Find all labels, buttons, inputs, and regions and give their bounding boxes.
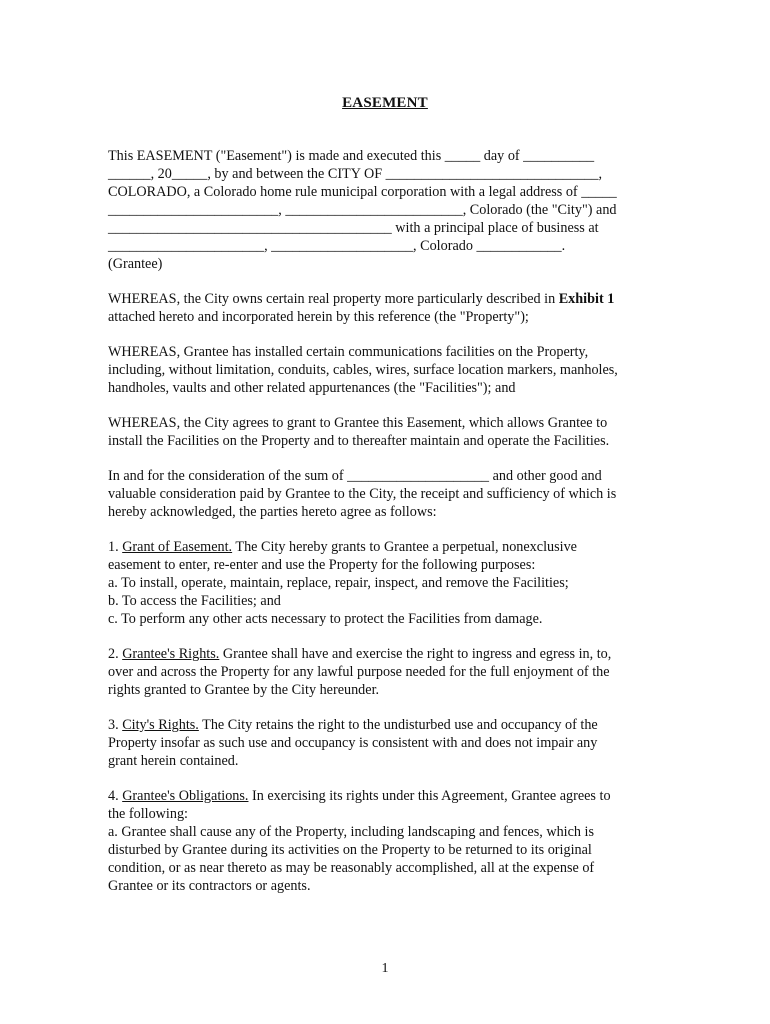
section-line: grant herein contained. bbox=[108, 753, 239, 769]
section-heading: Grantee's Obligations. bbox=[122, 788, 249, 804]
section-heading: City's Rights. bbox=[122, 717, 199, 733]
section-line: over and across the Property for any lawful purpose needed for the full enjoyment of the bbox=[108, 664, 610, 680]
section-grantees-rights bbox=[108, 645, 668, 699]
preamble-line: ______________________, ____________________, Colorado ____________. bbox=[108, 238, 566, 254]
preamble-line: (Grantee) bbox=[108, 256, 163, 272]
whereas-text: WHEREAS, the City owns certain real property more particularly described in bbox=[108, 291, 559, 307]
whereas-line: handholes, vaults and other related appurtenances (the "Facilities"); and bbox=[108, 380, 516, 396]
section-text: The City retains the right to the undisturbed use and occupancy of the bbox=[198, 717, 598, 733]
section-heading: Grantee's Rights. bbox=[122, 646, 220, 662]
section-heading: Grant of Easement. bbox=[122, 539, 233, 555]
whereas-paragraph-2 bbox=[108, 343, 668, 397]
whereas-line: attached hereto and incorporated herein by this reference (the "Property"); bbox=[108, 309, 529, 325]
section-grantees-obligations bbox=[108, 787, 668, 895]
whereas-paragraph-3 bbox=[108, 414, 668, 450]
preamble-line: COLORADO, a Colorado home rule municipal corporation with a legal address of _____ bbox=[108, 184, 617, 200]
document-title: EASEMENT bbox=[342, 95, 428, 111]
preamble-line: This EASEMENT ("Easement") is made and executed this _____ day of __________ bbox=[108, 148, 595, 164]
preamble-line: ______, 20_____, by and between the CITY OF ______________________________, bbox=[108, 166, 603, 182]
whereas-line: including, without limitation, conduits, cables, wires, surface location markers, manholes, bbox=[108, 362, 618, 378]
section-heading-line bbox=[108, 645, 668, 663]
consideration-line: hereby acknowledged, the parties hereto agree as follows: bbox=[108, 504, 437, 520]
preamble-paragraph bbox=[108, 147, 668, 273]
whereas-line: WHEREAS, Grantee has installed certain communications facilities on the Property, bbox=[108, 344, 589, 360]
section-text: Grantee shall have and exercise the right to ingress and egress in, to, bbox=[219, 646, 612, 662]
whereas-line: WHEREAS, the City agrees to grant to Grantee this Easement, which allows Grantee to bbox=[108, 415, 608, 431]
consideration-line: In and for the consideration of the sum of ____________________ and other good and bbox=[108, 468, 602, 484]
section-line: Property insofar as such use and occupancy is consistent with and does not impair any bbox=[108, 735, 598, 751]
section-line: Grantee or its contractors or agents. bbox=[108, 878, 311, 894]
document-body bbox=[108, 147, 668, 912]
section-line: rights granted to Grantee by the City hereunder. bbox=[108, 682, 380, 698]
section-line: c. To perform any other acts necessary to protect the Facilities from damage. bbox=[108, 611, 543, 627]
preamble-line: ________________________________________ with a principal place of business at bbox=[108, 220, 599, 236]
whereas-paragraph-1 bbox=[108, 290, 668, 326]
section-line: disturbed by Grantee during its activities on the Property to be returned to its original bbox=[108, 842, 592, 858]
section-grant-of-easement bbox=[108, 538, 668, 628]
section-number: 1. bbox=[108, 539, 123, 555]
section-line: b. To access the Facilities; and bbox=[108, 593, 281, 609]
section-line: a. Grantee shall cause any of the Property, including landscaping and fences, which is bbox=[108, 824, 595, 840]
whereas-line bbox=[108, 290, 668, 308]
section-line: a. To install, operate, maintain, replace, repair, inspect, and remove the Facilities; bbox=[108, 575, 569, 591]
section-heading-line bbox=[108, 716, 668, 734]
section-number: 4. bbox=[108, 788, 123, 804]
consideration-paragraph bbox=[108, 467, 668, 521]
section-text: The City hereby grants to Grantee a perpetual, nonexclusive bbox=[232, 539, 577, 555]
page-number: 1 bbox=[381, 961, 389, 976]
section-citys-rights bbox=[108, 716, 668, 770]
section-heading-line bbox=[108, 787, 668, 805]
whereas-line: install the Facilities on the Property and to thereafter maintain and operate the Facilities. bbox=[108, 433, 610, 449]
section-number: 3. bbox=[108, 717, 123, 733]
section-text: In exercising its rights under this Agreement, Grantee agrees to bbox=[248, 788, 611, 804]
section-heading-line bbox=[108, 538, 668, 556]
section-line: easement to enter, re-enter and use the Property for the following purposes: bbox=[108, 557, 536, 573]
section-number: 2. bbox=[108, 646, 123, 662]
section-line: the following: bbox=[108, 806, 188, 822]
section-line: condition, or as near thereto as may be reasonably accomplished, all at the expense of bbox=[108, 860, 595, 876]
preamble-line: ________________________, _________________________, Colorado (the "City") and bbox=[108, 202, 617, 218]
exhibit-reference: Exhibit 1 bbox=[558, 291, 615, 307]
consideration-line: valuable consideration paid by Grantee to the City, the receipt and sufficiency of which is bbox=[108, 486, 617, 502]
